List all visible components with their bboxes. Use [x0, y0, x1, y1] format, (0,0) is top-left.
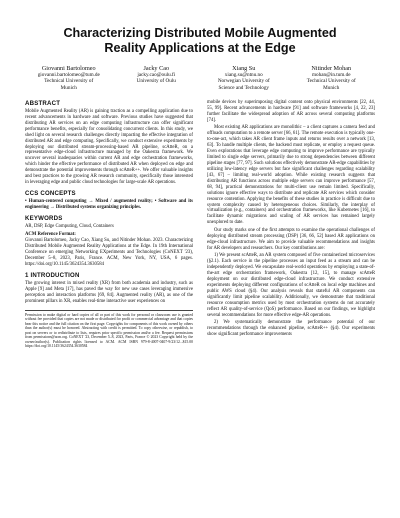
author-block: [25, 65, 113, 91]
author-affiliation: Norwegian University of: [217, 78, 270, 85]
keywords-heading: KEYWORDS: [25, 215, 63, 223]
author-affiliation: Technical University of: [44, 78, 94, 85]
author-affiliation: Technical University of: [306, 78, 356, 85]
author-block: [288, 65, 376, 91]
body-columns: [25, 100, 375, 349]
abstract-text: Mobile Augmented Reality (AR) is gaining traction as a compelling application due to recent advancements in hardware and software. Previous studies have suggested that distributing AR services on an edge computing infrastructure can offer significant performance benefits, especially for consolidating concurrent clients. In this study, we shed light on several research challenges directly impacting the effective integration of distributed AR and edge computing. Specifically, we conduct extensive experiments by deploying our distributed stream-processing-based AR pipeline, scAtteR, on a representative edge-cloud infrastructure managed by the Oakestra framework. We uncover several inadequacies within current AR and edge orchestration frameworks, which hinder the effective performance of distributed AR when deployed on edge and demonstrate the potential improvements through scAtteR++. We offer valuable insights and best practices to the growing AR research community, specifically those interested in leveraging edge and public cloud technologies for large-scale AR operations.: [25, 108, 193, 186]
author-affiliation: University of Oulu: [136, 78, 176, 85]
author-affiliation: Munich: [323, 84, 340, 91]
author-email: giovanni.bartolomeo@tum.de: [37, 72, 100, 79]
contribution-item: 2) We systematically demonstrate the performance potential of our recommendations through the enhanced pipeline, scAtteR++ (§4). Our experiments show significant performance improvements: [207, 320, 375, 338]
reference-text: Giovanni Bartolomeo, Jacky Cao, Xiang Su, and Nitinder Mohan. 2023. Characterizing Distributed Mobile Augmented Reality Applications at the Edge. In 19th International Conference on emerging Networking EXperiments and Technologies (CoNEXT '23), December 5–8, 2023, Paris, France. ACM, New York, NY, USA, 6 pages. https://doi.org/10.1145/3624354.3630584: [25, 238, 193, 267]
author-name: Xiang Su: [232, 65, 256, 72]
author-affiliation: Science and Technology: [218, 84, 270, 91]
left-column: [25, 100, 193, 349]
author-affiliation: Munich: [60, 84, 77, 91]
intro-heading: 1 INTRODUCTION: [25, 271, 80, 279]
author-email: xiang.su@ntnu.no: [224, 72, 263, 79]
reference-label: ACM Reference Format:: [25, 232, 76, 238]
author-email: mohan@in.tum.de: [312, 72, 351, 79]
copyright-footnote: Permission to make digital or hard copies of all or part of this work for personal or classroom use is granted without fee provided that copies are not made or distributed for profit or commercial advantage and that copies bear this notice and the full citation on the first page. Copyrights for components of this work owned by others than the author(s) must be honored. Abstracting with credit is permitted. To copy otherwise, or republish, to post on servers or to redistribute to lists, requires prior specific permission and/or a fee. Request permissions from permissions@acm.org. CoNEXT '23, December 5–8, 2023, Paris, France © 2023 Copyright held by the owner/author(s). Publication rights licensed to ACM. ACM ISBN 979-8-4007-0407-9/23/12...$15.00 https://doi.org/10.1145/3624354.3630584: [25, 310, 193, 349]
ccs-text: • Human-centered computing → Mixed / augmented reality; • Software and its engineering → Distributed systems organizing principles.: [25, 199, 193, 211]
ccs-heading: CCS CONCEPTS: [25, 190, 76, 198]
body-paragraph: Most existing AR applications are monolithic – a client captures a camera feed and offloads computation to a remote server [66, 61]. The remote execution is typically one-to-one-act, which takes AR client frame inputs and returns results over a network [13, 63]. To handle multiple clients, the backend must replicate, or employ a request queue. Even explorations that leverage edge computing to improve performance are typically limited to single edge servers, primarily due to strong dependencies between different pipeline stages [77, 97]. Such solutions effectively demonstrate AR-edge capabilities by utilizing low-latency edge servers but face significant challenges regarding scalability [43, 67] – limiting real-world adoption. While existing research suggests that distributing AR functions across multiple edge servers can improve performance [57, 68, 94], practical demonstrations for multi-client use remain limited. Specifically, solutions ignore effective ways to distribute and replicate AR services which consider resource contention. Applying the benefits of these studies in practice is difficult due to system complexity caused by heterogeneous choices. Similarly, the interplay of virtualization (e.g., containers) and orchestration frameworks, like Kubernetes [16], to facilitate dynamic migrations and scaling of AR services has remained largely unexplored to date.: [207, 125, 375, 226]
author-block: [200, 65, 288, 91]
author-email: jacky.cao@oulu.fi: [137, 72, 176, 79]
right-column: [207, 100, 375, 349]
body-paragraph: mobile devices by superimposing digital content onto physical environments [22, 44, 55, 99]. Recent advancements in hardware [91] and software frameworks [4, 22, 23] further facilitate the widespread adoption of AR across several computing platforms [74].: [207, 99, 375, 123]
author-list: [25, 65, 375, 91]
author-block: [113, 65, 201, 91]
author-name: Giovanni Bartolomeo: [41, 65, 96, 72]
body-paragraph: Our study marks one of the first attempts to examine the operational challenges of deploying distributed stream processing (DSP) [36, 66, 52] based AR applications on edge-cloud infrastructure. We aim to provide valuable recommendations and insights for AR developers and researchers. Our key contributions are:: [207, 227, 375, 251]
contribution-item: 1) We present scAtteR, an AR system composed of five containerized microservices (§2.1). Each service in the pipeline processes an input feed as a stream and can be independently deployed. We encapsulate real-world operations by employing a state-of-the-art edge orchestration framework, Oakestra [12, 15], to manage scAtteR deployment on our distributed edge-cloud infrastructure. We conduct extensive experiments deploying different configurations of scAtteR on local edge machines and public AWS cloud (§4). Our analysis reveals that stateful AR components can significantly limit pipeline scalability. Additionally, we demonstrate that traditional resource consumption metrics used by most orchestration systems do not accurately reflect AR quality-of-service (QoS) performance. Based on our findings, we highlight several recommendations for more effective edge-AR operations.: [207, 253, 375, 318]
author-name: Jacky Cao: [143, 65, 170, 72]
author-name: Nitinder Mohan: [311, 65, 352, 72]
intro-text: The growing interest in mixed reality (XR) from both academia and industry, such as Apple [9] and Meta [17], has paved the way for new use cases leveraging immersive perception and interaction platforms [69, 84]. Augmented reality (AR), as one of the prominent pillars in XR, enables real-time interactive user experiences on: [25, 280, 193, 304]
keywords-text: AR, DSP, Edge Computing, Cloud, Containers: [25, 224, 114, 230]
paper-title: Characterizing Distributed Mobile Augmented Reality Applications at the Edge: [63, 26, 337, 55]
abstract-heading: ABSTRACT: [25, 99, 61, 107]
